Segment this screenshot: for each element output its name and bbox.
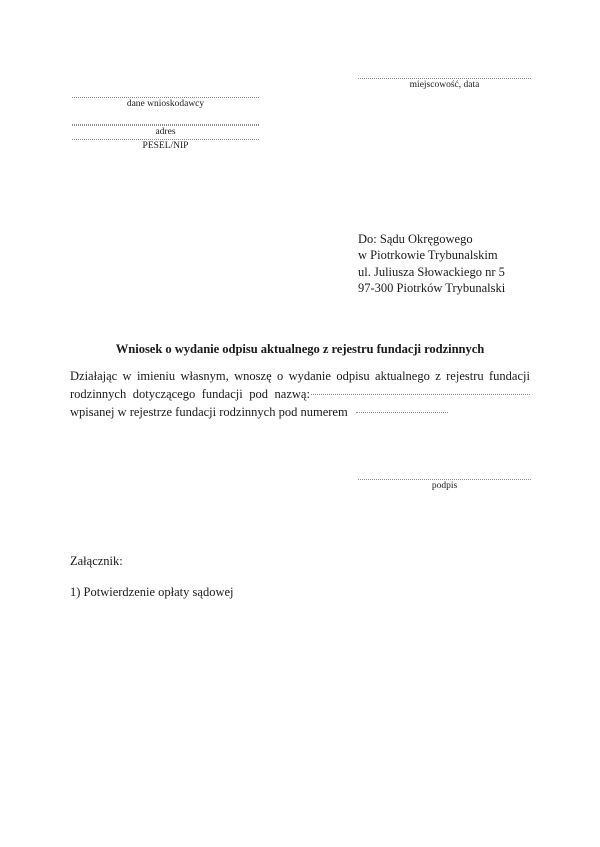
body-word: rejestru <box>446 369 484 383</box>
request-body <box>70 367 530 421</box>
applicant-name-caption: dane wnioskodawcy <box>126 99 205 109</box>
recipient-line: Do: Sądu Okręgowego <box>358 232 473 246</box>
body-word: imieniu <box>136 369 176 383</box>
applicant-pesel-nip-caption: PESEL/NIP <box>142 141 189 151</box>
body-word: rodzinnych <box>70 387 127 401</box>
body-line-2 <box>70 385 530 403</box>
body-word: wnoszę <box>234 369 272 383</box>
document-title: Wniosek o wydanie odpisu aktualnego z rejestru fundacji rodzinnych <box>115 342 485 356</box>
body-word: pod <box>249 387 269 401</box>
body-word: w <box>122 369 132 383</box>
body-line-3 <box>70 403 530 421</box>
applicant-name-field[interactable] <box>72 97 259 111</box>
body-word: o <box>276 369 284 383</box>
body-word: z <box>435 369 441 383</box>
recipient-line: w Piotrkowie Trybunalskim <box>358 248 498 263</box>
applicant-address-field[interactable] <box>72 125 259 139</box>
body-word: dotyczącego <box>132 387 196 401</box>
body-word: Działając <box>70 369 118 383</box>
attachment-item: 1) Potwierdzenie opłaty sądowej <box>70 585 234 599</box>
applicant-address-caption: adres <box>155 127 176 137</box>
recipient-address-block <box>358 231 505 297</box>
foundation-name-fill-line[interactable] <box>311 394 530 395</box>
body-word: nazwą: <box>274 387 310 401</box>
attachments-block <box>70 552 234 601</box>
applicant-pesel-nip-field[interactable] <box>72 139 259 153</box>
body-word: odpisu <box>336 369 370 383</box>
body-word: fundacji <box>488 369 530 383</box>
recipient-line: 97-300 Piotrków Trybunalski <box>358 281 506 296</box>
signature-caption: podpis <box>431 481 458 491</box>
place-date-field[interactable] <box>358 78 531 92</box>
body-word: własnym, <box>180 369 229 383</box>
body-line-1 <box>70 367 530 385</box>
body-text: wpisanej w rejestrze fundacji rodzinnych pod numerem <box>70 405 348 419</box>
body-word: aktualnego <box>375 369 430 383</box>
signature-field[interactable] <box>358 479 531 493</box>
place-date-caption: miejscowość, data <box>409 80 480 90</box>
register-number-fill-line[interactable] <box>356 412 448 413</box>
attachments-heading: Załącznik: <box>70 554 123 568</box>
body-word: wydanie <box>288 369 331 383</box>
applicant-data-block <box>72 97 259 153</box>
body-word: fundacji <box>201 387 243 401</box>
recipient-line: ul. Juliusza Słowackiego nr 5 <box>358 264 505 279</box>
